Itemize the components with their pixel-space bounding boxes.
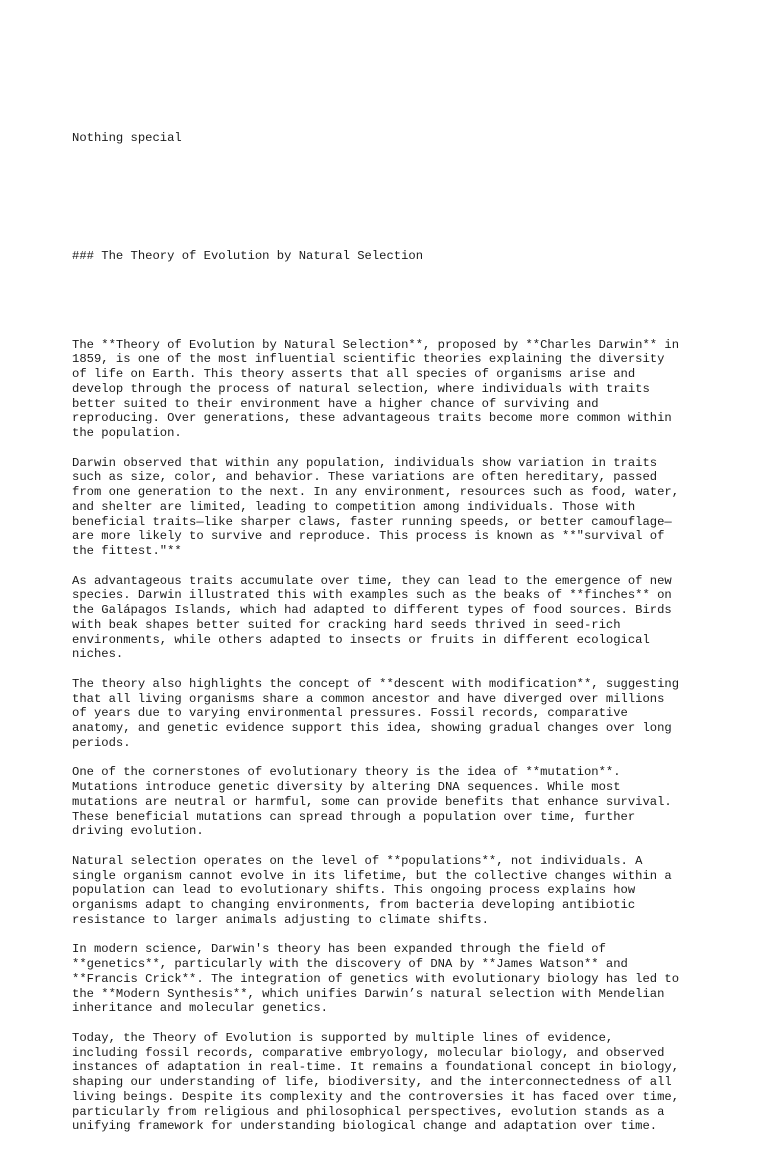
section-heading-text: ### The Theory of Evolution by Natural Selection (72, 249, 424, 263)
paragraph-line: from one generation to the next. In any environment, resources such as food, water, (72, 485, 680, 499)
paragraph-line: **Francis Crick**. The integration of genetics with evolutionary biology has led to (72, 971, 680, 986)
paragraph-line: instances of adaptation in real-time. It remains a foundational concept in biology, (72, 1060, 680, 1075)
paragraph-line: 1859, is one of the most influential scientific theories explaining the diversity (72, 352, 665, 367)
paragraph-line: inheritance and molecular genetics. (72, 1001, 328, 1016)
paragraph-line: In modern science, Darwin's theory has been expanded through the field of (72, 942, 606, 957)
paragraph-line: unifying framework for understanding biological change and adaptation over time. (72, 1119, 658, 1134)
header-note (72, 102, 708, 176)
document-page (72, 72, 708, 1164)
paragraph (72, 574, 708, 663)
paragraph-line: Today, the Theory of Evolution is supported by multiple lines of evidence, (72, 1030, 614, 1045)
paragraph-line: anatomy, and genetic evidence support this idea, showing gradual changes over long (72, 721, 672, 735)
paragraph-line: the population. (72, 426, 182, 440)
paragraph-line: driving evolution. (72, 824, 204, 839)
paragraph-line: environments, while others adapted to insects or fruits in different ecological (72, 632, 650, 647)
paragraph-line: better suited to their environment have a higher chance of surviving and (72, 396, 599, 411)
paragraph-line: The theory also highlights the concept of **descent with modification**, suggesting (72, 676, 680, 691)
paragraph-line: particularly from religious and philosophical perspectives, evolution stands as a (72, 1104, 665, 1119)
paragraph-line: single organism cannot evolve in its lifetime, but the collective changes within a (72, 868, 672, 883)
paragraph-line: periods. (72, 735, 131, 750)
body-paragraphs (72, 338, 708, 1135)
paragraph-line: including fossil records, comparative embryology, molecular biology, and observed (72, 1045, 665, 1060)
paragraph (72, 942, 708, 1016)
paragraph-line: living beings. Despite its complexity and the controversies it has faced over time, (72, 1089, 680, 1104)
paragraph (72, 456, 708, 559)
paragraph-line: Natural selection operates on the level of **populations**, not individuals. A (72, 853, 643, 868)
paragraph-line: are more likely to survive and reproduce. This process is known as **"survival of (72, 529, 665, 544)
paragraph-line: the **Modern Synthesis**, which unifies Darwin’s natural selection with Mendelian (72, 986, 665, 1001)
paragraph-line: population can lead to evolutionary shifts. This ongoing process explains how (72, 883, 636, 898)
paragraph-line: develop through the process of natural selection, where individuals with traits (72, 381, 650, 396)
paragraph-line: One of the cornerstones of evolutionary theory is the idea of **mutation**. (72, 765, 621, 780)
paragraph (72, 854, 708, 928)
paragraph (72, 338, 708, 441)
paragraph-line: resistance to larger animals adjusting to climate shifts. (72, 912, 489, 927)
paragraph-line: These beneficial mutations can spread through a population over time, further (72, 809, 636, 824)
paragraph-line: organisms adapt to changing environments, from bacteria developing antibiotic (72, 898, 636, 912)
paragraph-line: with beak shapes better suited for cracking hard seeds thrived in seed-rich (72, 617, 621, 632)
paragraph-line: the Galápagos Islands, which had adapted to different types of food sources. Birds (72, 603, 672, 617)
paragraph-line: niches. (72, 647, 124, 662)
paragraph-line: shaping our understanding of life, biodiversity, and the interconnectedness of all (72, 1075, 672, 1089)
paragraph-line: The **Theory of Evolution by Natural Selection**, proposed by **Charles Darwin** in (72, 337, 680, 352)
paragraph-line: reproducing. Over generations, these advantageous traits become more common within (72, 411, 672, 426)
paragraph (72, 677, 708, 751)
paragraph-line: **genetics**, particularly with the discovery of DNA by **James Watson** and (72, 957, 628, 971)
paragraph (72, 1031, 708, 1134)
paragraph-line: that all living organisms share a common ancestor and have diverged over millions (72, 691, 665, 706)
paragraph-line: Mutations introduce genetic diversity by altering DNA sequences. While most (72, 780, 621, 794)
paragraph-line: As advantageous traits accumulate over time, they can lead to the emergence of new (72, 573, 672, 588)
paragraph-line: the fittest."** (72, 544, 182, 558)
paragraph-line: of years due to varying environmental pressures. Fossil records, comparative (72, 706, 628, 721)
paragraph-line: mutations are neutral or harmful, some can provide benefits that enhance survival. (72, 794, 672, 809)
paragraph-line: species. Darwin illustrated this with examples such as the beaks of **finches** on (72, 588, 672, 603)
paragraph-line: beneficial traits—like sharper claws, faster running speeds, or better camouflage— (72, 514, 672, 529)
paragraph-line: of life on Earth. This theory asserts that all species of organisms arise and (72, 367, 636, 381)
paragraph (72, 765, 708, 839)
section-heading (72, 220, 708, 294)
paragraph-line: and shelter are limited, leading to competition among individuals. Those with (72, 499, 636, 514)
header-note-text: Nothing special (72, 131, 182, 145)
paragraph-line: Darwin observed that within any population, individuals show variation in traits (72, 455, 658, 470)
paragraph-line: such as size, color, and behavior. These variations are often hereditary, passed (72, 470, 658, 485)
